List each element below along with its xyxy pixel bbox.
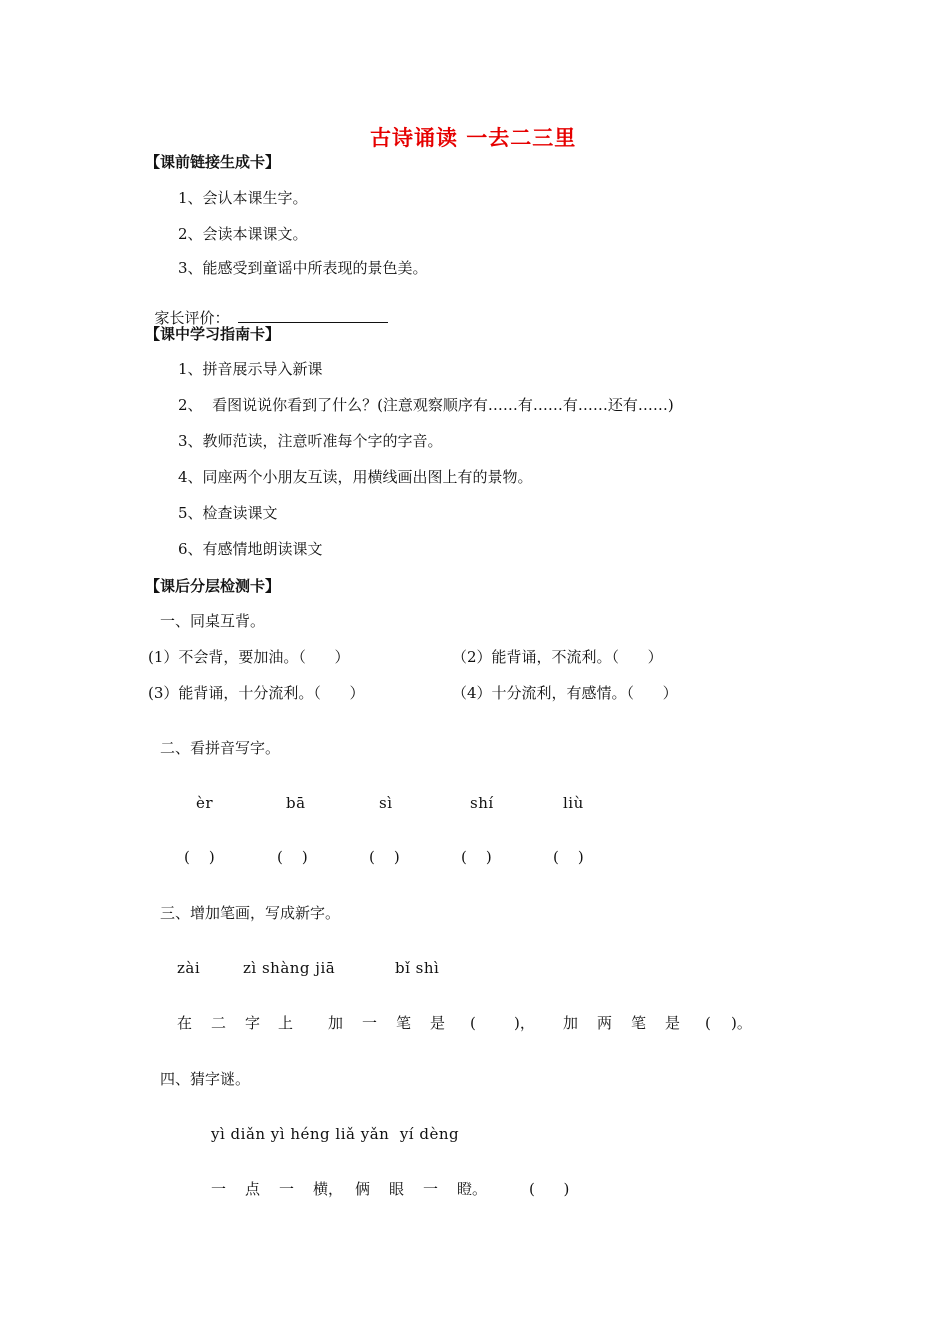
- post-card-heading: 【课后分层检测卡】: [145, 577, 281, 595]
- q3-char-7: 笔: [396, 1014, 412, 1032]
- q4-char-5: 俩: [355, 1180, 371, 1198]
- q3-pinyin-2: zì shàng jiā: [243, 959, 336, 977]
- q2-pinyin-2: bā: [286, 794, 306, 812]
- pre-item-3: 3、能感受到童谣中所表现的景色美。: [178, 259, 428, 277]
- page-title: 古诗诵读 一去二三里: [370, 125, 577, 150]
- q3-open-paren-2[interactable]: (: [705, 1014, 711, 1032]
- q1-option-4[interactable]: （4）十分流利，有感情。（ ）: [452, 684, 678, 702]
- q3-pinyin-1: zài: [177, 959, 201, 977]
- mid-item-4: 4、同座两个小朋友互读，用横线画出图上有的景物。: [178, 468, 533, 486]
- pre-item-2: 2、会读本课课文。: [178, 225, 308, 243]
- q2-pinyin-1: èr: [196, 794, 214, 812]
- mid-card-heading: 【课中学习指南卡】: [145, 325, 281, 343]
- q4-char-6: 眼: [389, 1180, 405, 1198]
- q2-pinyin-4: shí: [470, 794, 494, 812]
- q3-pinyin-3: bǐ shì: [395, 959, 440, 977]
- q4-pinyin: yì diǎn yì héng liǎ yǎn yí dèng: [211, 1125, 460, 1143]
- q2-pinyin-3: sì: [379, 794, 393, 812]
- q4-char-8: 瞪。: [457, 1180, 488, 1198]
- q3-char-8: 是: [430, 1014, 446, 1032]
- q3-char-9: 加: [563, 1014, 579, 1032]
- q2-answer-box-3[interactable]: ( ): [369, 848, 400, 866]
- q3-open-paren-1[interactable]: (: [470, 1014, 476, 1032]
- q4-char-3: 一: [279, 1180, 295, 1198]
- parent-evaluation-label: 家长评价：: [154, 309, 230, 327]
- mid-item-5: 5、检查读课文: [178, 504, 278, 522]
- q3-char-6: 一: [362, 1014, 378, 1032]
- q3-char-4: 上: [278, 1014, 294, 1032]
- q4-char-7: 一: [423, 1180, 439, 1198]
- q1-title: 一、同桌互背。: [160, 612, 266, 630]
- q2-title: 二、看拼音写字。: [160, 739, 281, 757]
- q2-pinyin-5: liù: [563, 794, 584, 812]
- mid-item-3: 3、教师范读，注意听准每个字的字音。: [178, 432, 443, 450]
- q4-char-2: 点: [245, 1180, 261, 1198]
- q3-char-10: 两: [597, 1014, 613, 1032]
- q3-char-11: 笔: [631, 1014, 647, 1032]
- parent-evaluation-blank[interactable]: [238, 308, 388, 323]
- q4-answer-box[interactable]: ( ): [529, 1180, 570, 1198]
- q2-answer-box-1[interactable]: ( ): [184, 848, 215, 866]
- pre-card-heading: 【课前链接生成卡】: [145, 153, 281, 171]
- q3-char-5: 加: [328, 1014, 344, 1032]
- mid-item-2: 2、 看图说说你看到了什么？(注意观察顺序有……有……有……还有……): [178, 396, 674, 414]
- q4-title: 四、猜字谜。: [160, 1070, 251, 1088]
- mid-item-6: 6、有感情地朗读课文: [178, 540, 323, 558]
- pre-item-1: 1、会认本课生字。: [178, 189, 308, 207]
- q2-answer-box-2[interactable]: ( ): [277, 848, 308, 866]
- q3-char-12: 是: [665, 1014, 681, 1032]
- q1-option-3[interactable]: (3）能背诵，十分流利。（ ）: [148, 684, 365, 702]
- q4-char-4: 横，: [313, 1180, 344, 1198]
- parent-evaluation: [145, 288, 388, 328]
- q3-char-2: 二: [211, 1014, 227, 1032]
- q1-option-1[interactable]: (1）不会背，要加油。（ ）: [148, 648, 350, 666]
- q3-title: 三、增加笔画，写成新字。: [160, 904, 341, 922]
- q4-char-1: 一: [211, 1180, 227, 1198]
- q2-answer-box-4[interactable]: ( ): [461, 848, 492, 866]
- q3-char-1: 在: [177, 1014, 193, 1032]
- q3-close-paren-1[interactable]: )，: [514, 1014, 535, 1032]
- q3-close-paren-2[interactable]: )。: [731, 1014, 752, 1032]
- mid-item-1: 1、拼音展示导入新课: [178, 360, 323, 378]
- q2-answer-box-5[interactable]: ( ): [553, 848, 584, 866]
- q3-char-3: 字: [245, 1014, 261, 1032]
- q1-option-2[interactable]: （2）能背诵，不流利。（ ）: [452, 648, 663, 666]
